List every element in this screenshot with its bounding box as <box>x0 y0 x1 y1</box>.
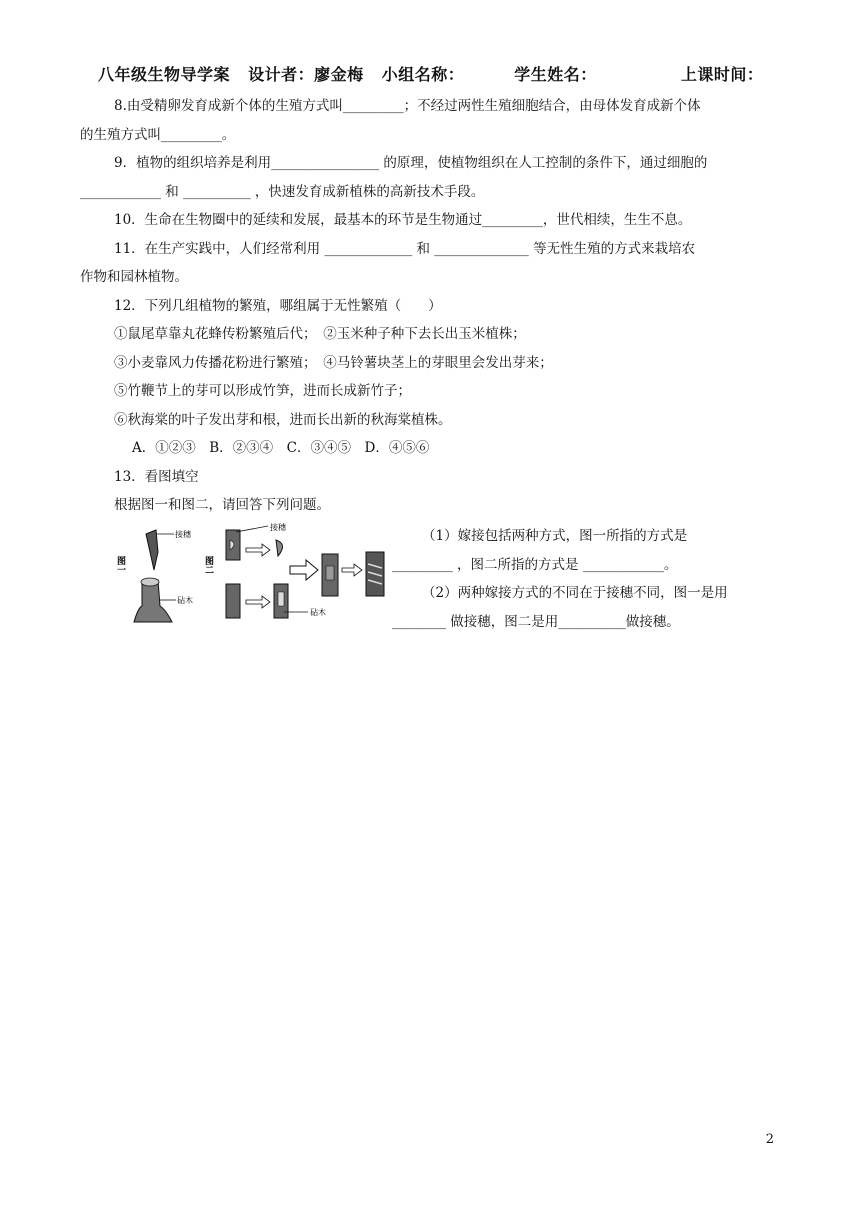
q13-p2-line2: ________ 做接穗，图二是用__________做接穗。 <box>392 613 680 630</box>
fig2-stock-label: 砧木 <box>310 608 326 617</box>
fig2-combined <box>322 554 338 596</box>
q13-p2-line1: （2）两种嫁接方式的不同在于接穗不同，图一是用 <box>422 585 728 601</box>
q12-item: ⑥秋海棠的叶子发出芽和根，进而长出新的秋海棠植株。 <box>114 411 452 428</box>
student-label: 学生姓名： <box>514 65 597 84</box>
fig1-scion <box>146 530 174 570</box>
question-body <box>80 92 780 520</box>
page-header <box>98 62 775 85</box>
fig1-stock <box>134 578 176 622</box>
fig2-scion-label: 接穗 <box>270 523 286 532</box>
fig2-bound <box>366 552 384 596</box>
fig1-scion-label: 接穗 <box>175 530 191 539</box>
designer-label: 设计者：廖金梅 <box>248 65 364 84</box>
fig2-label: 图二 <box>203 556 213 574</box>
q12-item: ⑤竹鞭节上的芽可以形成竹笋，进而长成新竹子； <box>114 383 411 399</box>
fig2-bud-piece <box>276 540 283 556</box>
q12-item: ①鼠尾草靠丸花蜂传粉繁殖后代； ②玉米种子种下去长出玉米植株； <box>114 326 526 342</box>
q11-line1: 11．在生产实践中，人们经常利用 _____________ 和 ______________ 等无性生殖的方式来栽培农 <box>114 240 696 257</box>
q12-options: A．①②③ B．②③④ C．③④⑤ D．④⑤⑥ <box>132 440 430 456</box>
fig2-scion-bud <box>226 530 240 560</box>
group-label: 小组名称： <box>381 65 465 84</box>
grafting-figure <box>115 522 398 630</box>
q13-questions <box>392 522 792 636</box>
q8-line2: 的生殖方式叫_________。 <box>80 126 236 143</box>
fig2-stock-cut <box>274 584 288 618</box>
q9-line1: 9．植物的组织培养是利用________________ 的原理，使植物组织在人工控制的条件下，通过细胞的 <box>114 155 708 171</box>
q12-stem: 12．下列几组植物的繁殖，哪组属于无性繁殖（ ） <box>114 297 442 314</box>
q11-line2: 作物和园林植物。 <box>80 269 188 285</box>
fig1-stock-label: 砧木 <box>177 596 193 605</box>
q13-p1-line1: （1）嫁接包括两种方式，图一所指的方式是 <box>422 528 688 544</box>
course-title: 八年级生物导学案 <box>98 65 231 84</box>
q13-p1-line2: _________ ，图二所指的方式是 ____________。 <box>392 556 678 573</box>
q10: 10．生命在生物圈中的延续和发展，最基本的环节是生物通过_________，世代相续，生生不息。 <box>114 212 692 228</box>
time-label: 上课时间： <box>680 65 764 84</box>
fig1-label: 图一 <box>115 556 125 574</box>
q9-line2: ____________ 和 __________ ，快速发育成新植株的高新技术手段。 <box>80 183 485 200</box>
q13-intro: 根据图一和图二，请回答下列问题。 <box>114 497 330 513</box>
q12-item: ③小麦靠风力传播花粉进行繁殖； ④马铃薯块茎上的芽眼里会发出芽来； <box>114 354 553 371</box>
q8-line1: 8.由受精卵发育成新个体的生殖方式叫_________；不经过两性生殖细胞结合，由母体发育成新个体 <box>114 98 701 114</box>
page-number: 2 <box>765 1132 774 1147</box>
q13-title: 13．看图填空 <box>114 468 199 485</box>
grafting-illustration <box>115 522 398 630</box>
fig2-stock <box>226 584 240 618</box>
